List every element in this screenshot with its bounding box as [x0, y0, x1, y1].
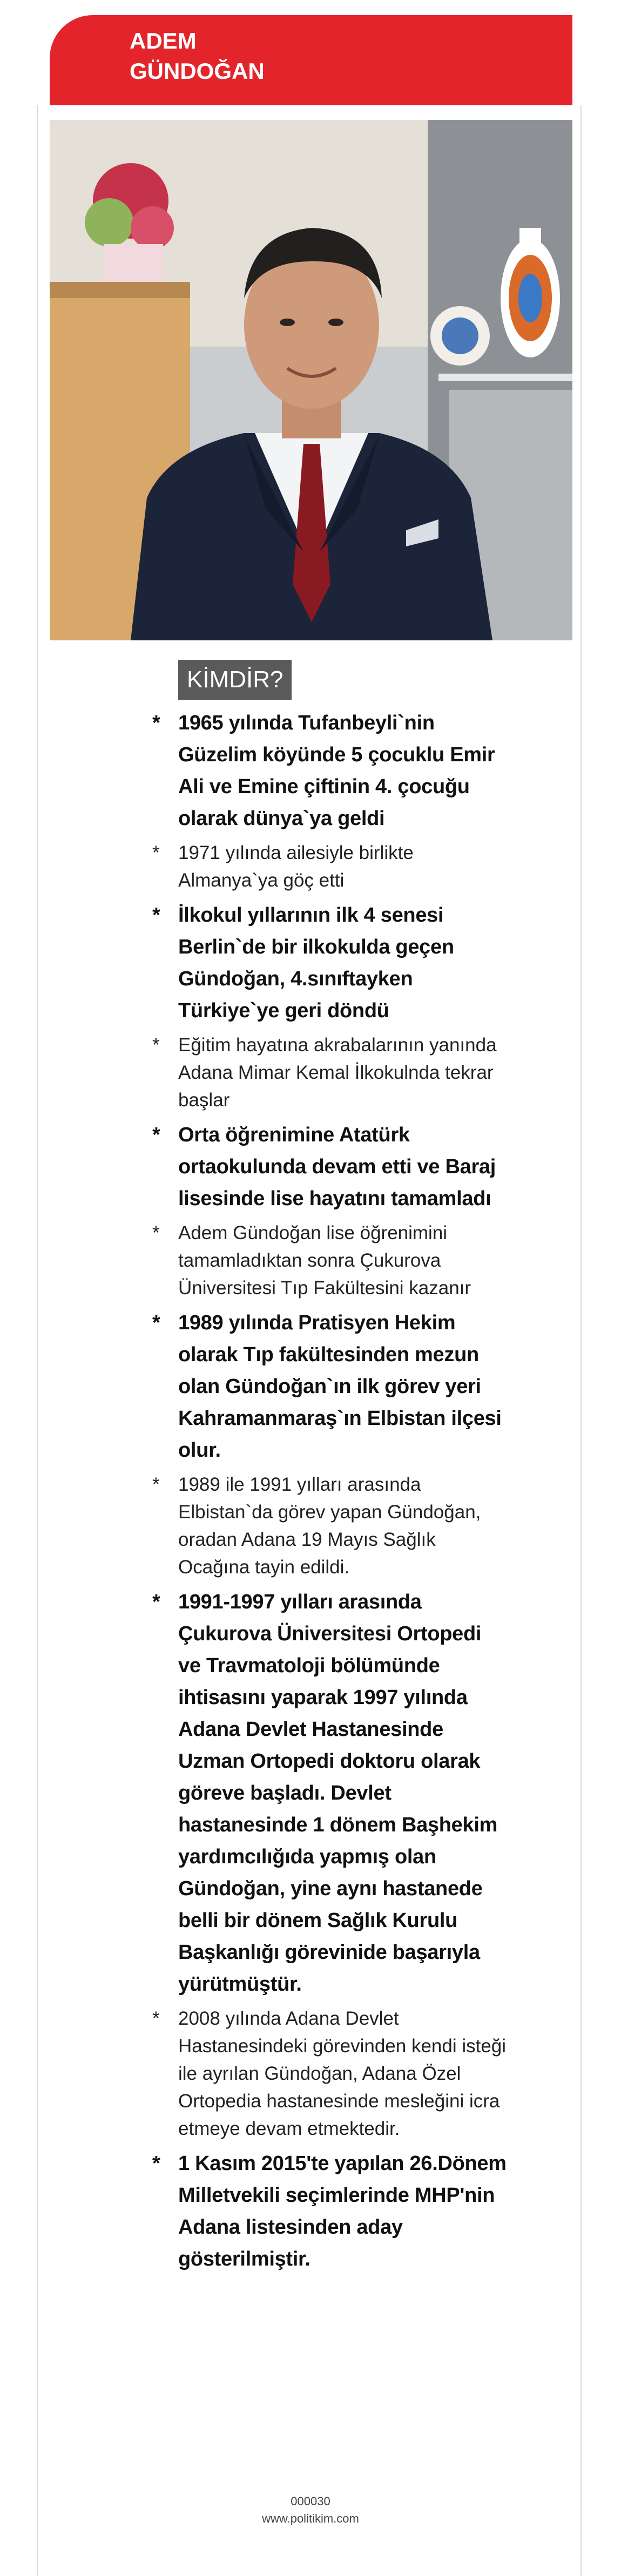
timeline-item	[152, 2148, 509, 2275]
timeline-item	[152, 1119, 509, 1215]
bullet-star: *	[152, 1311, 160, 1334]
timeline-item	[152, 1031, 509, 1114]
bullet-star: *	[152, 1035, 160, 1056]
bullet-star: *	[152, 1124, 160, 1146]
footer-url[interactable]: www.politikim.com	[262, 2512, 359, 2525]
timeline-item	[152, 1471, 509, 1581]
bullet-star: *	[152, 842, 160, 863]
timeline-item	[152, 1307, 509, 1466]
bullet-star: *	[152, 712, 160, 734]
bullet-star: *	[152, 1474, 160, 1495]
timeline-item-text: İlkokul yıllarının ilk 4 senesi Berlin`de bir ilkokulda geçen Gündoğan, 4.sınıftayken Türkiye`ye geri döndü	[178, 904, 454, 1022]
timeline-item	[152, 2005, 509, 2142]
person-name	[130, 26, 265, 86]
timeline-item-text: 1989 ile 1991 yılları arasında Elbistan`da görev yapan Gündoğan, oradan Adana 19 Mayıs Sağlık Ocağına tayin edildi.	[178, 1474, 481, 1578]
timeline-item	[152, 839, 509, 894]
bullet-star: *	[152, 1222, 160, 1243]
bullet-star: *	[152, 2008, 160, 2029]
portrait-illustration	[50, 120, 572, 640]
page-frame-right	[580, 105, 582, 2576]
timeline-item-text: 2008 yılında Adana Devlet Hastanesindeki görevinden kendi isteği ile ayrılan Gündoğan, Adana Özel Ortopedia hastanesinde mesleğini icra etmeye devam etmektedir.	[178, 2008, 507, 2139]
name-header	[50, 15, 572, 105]
section-tag-kimdir: KİMDİR?	[178, 660, 292, 700]
bullet-star: *	[152, 2152, 160, 2175]
timeline-item-text: 1989 yılında Pratisyen Hekim olarak Tıp fakültesinden mezun olan Gündoğan`ın ilk görev yeri Kahramanmaraş`ın Elbistan ilçesi olur.	[178, 1311, 502, 1462]
page-code: 000030	[291, 2494, 330, 2508]
timeline-item-text: Adem Gündoğan lise öğrenimini tamamladıktan sonra Çukurova Üniversitesi Tıp Fakültesini kazanır	[178, 1222, 471, 1299]
last-name: GÜNDOĞAN	[130, 58, 265, 84]
timeline-item	[152, 1219, 509, 1302]
timeline-item-text: 1 Kasım 2015'te yapılan 26.Dönem Milletvekili seçimlerinde MHP'nin Adana listesinden aday gösterilmiştir.	[178, 2152, 507, 2270]
timeline-item	[152, 707, 509, 835]
timeline-item-text: 1971 yılında ailesiyle birlikte Almanya`ya göç etti	[178, 842, 414, 891]
page-frame-left	[37, 105, 38, 2576]
bullet-star: *	[152, 1591, 160, 1613]
first-name: ADEM	[130, 28, 197, 53]
timeline-item-text: Eğitim hayatına akrabalarının yanında Adana Mimar Kemal İlkokulnda tekrar başlar	[178, 1035, 497, 1111]
portrait-photo	[50, 120, 572, 640]
timeline-item-text: 1991-1997 yılları arasında Çukurova Üniversitesi Ortopedi ve Travmatoloji bölümünde ihtisasını yaparak 1997 yılında Adana Devlet Hastanesinde Uzman Ortopedi doktoru olarak göreve başladı. Devlet hastanesinde 1 dönem Başhekim yardımcılığıda yapmış olan Gündoğan, yine aynı hastanede belli bir dönem Sağlık Kurulu Başkanlığı görevinide başarıyla yürütmüştür.	[178, 1591, 498, 1996]
timeline-item	[152, 900, 509, 1027]
timeline-item-text: 1965 yılında Tufanbeyli`nin Güzelim köyünde 5 çocuklu Emir Ali ve Emine çiftinin 4. çocuğu olarak dünya`ya geldi	[178, 712, 495, 830]
timeline-item	[152, 1586, 509, 2000]
biography-timeline	[152, 707, 509, 2280]
timeline-item-text: Orta öğrenimine Atatürk ortaokulunda devam etti ve Baraj lisesinde lise hayatını tamamladı	[178, 1124, 496, 1210]
bullet-star: *	[152, 904, 160, 927]
